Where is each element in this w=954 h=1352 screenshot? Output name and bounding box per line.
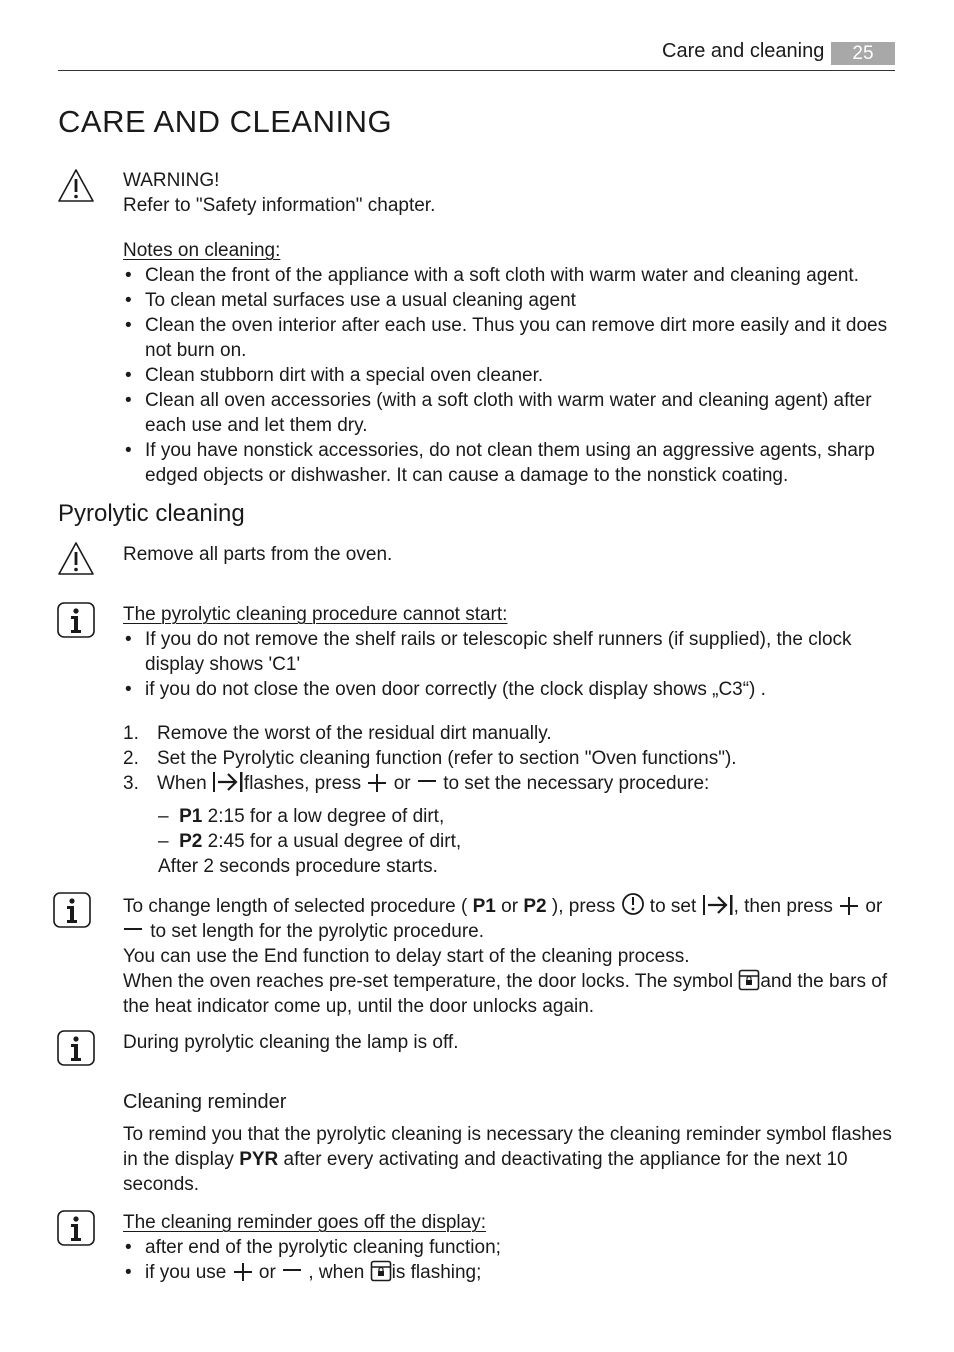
program-text: 2:45 for a usual degree of dirt,	[207, 831, 462, 852]
steps-list	[123, 721, 903, 796]
info-text: or	[865, 896, 883, 917]
info-icon	[57, 1030, 95, 1066]
reminder-off-list	[123, 1235, 893, 1285]
header-section-title: Care and cleaning	[662, 40, 825, 62]
program-p1: – P1 2:15 for a low degree of dirt,	[158, 806, 445, 827]
reminder-off-heading: The cleaning reminder goes off the display:	[123, 1212, 486, 1233]
cannot-start-heading: The pyrolytic cleaning procedure cannot start:	[123, 604, 508, 625]
info-text: ), press	[551, 896, 616, 917]
step-number: 2.	[123, 748, 139, 769]
program-after: After 2 seconds procedure starts.	[158, 856, 438, 877]
list-item: • To clean metal surfaces use a usual cleaning agent	[123, 288, 903, 313]
door-lock-icon	[738, 969, 760, 991]
program-label: P2	[523, 896, 547, 917]
remove-parts-text: Remove all parts from the oven.	[123, 544, 393, 565]
info-icon	[57, 602, 95, 638]
list-item: • If you have nonstick accessories, do not clean them using an aggressive agents, sharp edged objects or dishwasher. It can cause a damage to the nonstick coating.	[123, 438, 903, 488]
program-label: P1	[179, 806, 203, 827]
step-number: 1.	[123, 723, 139, 744]
list-item: • Clean the oven interior after each use. Thus you can remove dirt more easily and it does not burn on.	[123, 313, 903, 363]
plus-icon	[838, 896, 860, 916]
step-text: Set the Pyrolytic cleaning function (refer to section "Oven functions").	[157, 748, 737, 769]
notes-list	[123, 263, 903, 488]
step-3	[123, 771, 903, 796]
change-length-info	[123, 892, 903, 1019]
program-list	[158, 804, 461, 879]
list-item: • If you do not remove the shelf rails or telescopic shelf runners (if supplied), the clock display shows 'C1'	[123, 627, 893, 677]
info-text: and the bars of	[760, 971, 888, 992]
step-2	[123, 746, 903, 771]
warning-section	[123, 168, 435, 218]
list-item: • if you do not close the oven door correctly (the clock display shows „C3“) .	[123, 677, 893, 702]
list-item: • Clean all oven accessories (with a soft cloth with warm water and cleaning agent) after each use and let them dry.	[123, 388, 903, 438]
minus-icon	[281, 1262, 303, 1282]
minus-icon	[416, 773, 438, 793]
list-text: or	[258, 1262, 276, 1283]
header-divider	[58, 70, 895, 71]
program-label: P2	[179, 831, 203, 852]
step-1	[123, 721, 903, 746]
plus-icon	[366, 773, 388, 793]
info-text: to set	[649, 896, 697, 917]
lamp-info-text: During pyrolytic cleaning the lamp is off.	[123, 1032, 459, 1053]
warning-heading: WARNING!	[123, 170, 220, 191]
arrow-to-bar-icon	[212, 771, 244, 793]
info-text: When the oven reaches pre-set temperature, the door locks. The symbol	[123, 971, 734, 992]
page-title: CARE AND CLEANING	[58, 104, 393, 139]
info-text: the heat indicator come up, until the door unlocks again.	[123, 996, 595, 1017]
list-item: • Clean stubborn dirt with a special oven cleaner.	[123, 363, 903, 388]
reminder-text-part: after every activating and deactivating the appliance for the next 10 seconds.	[123, 1149, 848, 1195]
reminder-heading: Cleaning reminder	[123, 1091, 287, 1113]
program-label: P1	[472, 896, 496, 917]
step-text: or	[393, 773, 411, 794]
step-text: flashes, press	[243, 773, 362, 794]
warning-icon	[57, 541, 95, 577]
plus-icon	[232, 1262, 254, 1282]
list-text: is flashing;	[391, 1262, 482, 1283]
minus-icon	[123, 921, 145, 941]
step-text: to set the necessary procedure:	[443, 773, 710, 794]
list-item: • after end of the pyrolytic cleaning function;	[123, 1235, 893, 1260]
step-text: When	[157, 773, 207, 794]
list-item: • Clean the front of the appliance with a soft cloth with warm water and cleaning agent.	[123, 263, 903, 288]
info-text: to set length for the pyrolytic procedure.	[150, 921, 485, 942]
list-text: if you use	[145, 1262, 227, 1283]
list-text: , when	[308, 1262, 365, 1283]
reminder-text-part: To remind you that the pyrolytic cleaning is necessary the cleaning reminder symbol flashes in the display	[123, 1124, 892, 1170]
door-lock-icon	[370, 1260, 392, 1282]
warning-text: Refer to "Safety information" chapter.	[123, 195, 436, 216]
program-text: 2:15 for a low degree of dirt,	[207, 806, 445, 827]
info-icon	[57, 1210, 95, 1246]
step-text: Remove the worst of the residual dirt manually.	[157, 723, 552, 744]
pyrolytic-heading: Pyrolytic cleaning	[58, 500, 245, 527]
notes-heading: Notes on cleaning:	[123, 240, 281, 261]
cannot-start-list	[123, 627, 893, 702]
step-number: 3.	[123, 773, 139, 794]
info-text: You can use the End function to delay start of the cleaning process.	[123, 946, 690, 967]
page-number: 25	[831, 42, 895, 65]
info-icon	[53, 892, 91, 928]
info-text: To change length of selected procedure (	[123, 896, 468, 917]
warning-icon	[57, 168, 95, 204]
reminder-text	[123, 1122, 901, 1197]
pyr-label: PYR	[239, 1149, 279, 1170]
program-p2: – P2 2:45 for a usual degree of dirt,	[158, 831, 462, 852]
info-text: , then press	[733, 896, 833, 917]
clock-icon	[621, 892, 645, 916]
list-item	[123, 1260, 893, 1285]
info-text: or	[501, 896, 519, 917]
arrow-to-bar-icon	[702, 894, 734, 916]
